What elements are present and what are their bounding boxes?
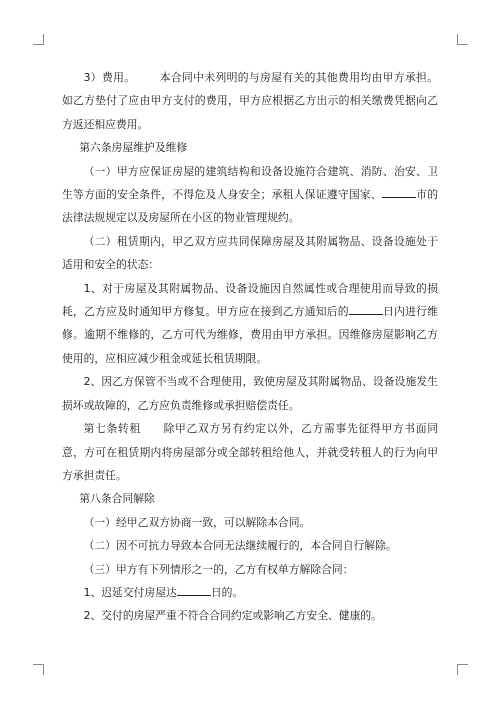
fees-text: 本合同中未列明的与房屋有关的其他费用均由甲方承担。如乙方垫付了应由甲方支付的费用，甲方应根据乙方出示的相关缴费凭据向乙方返还相应费用。: [62, 71, 438, 131]
article-8-clause-2: （二）因不可抗力导致本合同无法继续履行的，本合同自行解除。: [83, 539, 397, 553]
blank-city: [382, 197, 416, 198]
article-6-title: 第六条房屋维护及维修: [79, 141, 188, 155]
article-8-item-1: [62, 581, 438, 604]
article-6-item-1-part-b: 日内进行维修。逾期不维修的，乙方可代为维修，费用由甲方承担。因维修房屋影响乙方使用的，应相应减少租金或延长租赁期限。: [62, 305, 439, 365]
article-6-clause-1: [62, 160, 438, 230]
blank-delay-days: [177, 595, 211, 596]
article-8-item-2: 2、交付的房屋严重不符合合同约定或影响乙方安全、健康的。: [83, 609, 382, 623]
article-6-clause-2: （二）租赁期内，甲乙双方应共同保障房屋及其附属物品、设备设施处于适用和安全的状态：: [62, 234, 438, 272]
article-8-item-1-part-a: 1、迟延交付房屋达: [83, 585, 177, 599]
article-6-clause-1-part-b: 市的法律法规规定以及房屋所在小区的物业管理规约。: [62, 188, 439, 225]
document-body: [62, 66, 438, 628]
corner-mark-top-right: [457, 34, 468, 45]
blank-days: [349, 314, 383, 315]
article-6-item-1-part-a: 1、对于房屋及其附属物品、设备设施因自然属性或合理使用而导致的损耗，乙方应及时通知甲方修复。甲方应在接到乙方通知后的: [62, 281, 438, 319]
article-6-clause-1-part-a: （一）甲方应保证房屋的建筑结构和设备设施符合建筑、消防、治安、卫生等方面的安全条件，不得危及人身安全；承租人保证遵守国家、: [62, 164, 438, 202]
article-8-clause-1: （一）经甲乙双方协商一致，可以解除本合同。: [83, 515, 311, 529]
article-8-title: 第八条合同解除: [79, 492, 155, 506]
fees-lead: 3）费用。: [83, 71, 136, 84]
article-6-item-2: 2、因乙方保管不当或不合理使用，致使房屋及其附属物品、设备设施发生损坏或故障的，乙方应负责维修或承担赔偿责任。: [62, 375, 438, 412]
corner-mark-bottom-right: [457, 664, 468, 675]
article-8-item-1-part-b: 日的。: [210, 585, 244, 599]
article-7-title: 第七条转租: [83, 422, 141, 436]
article-6-item-1: [62, 277, 438, 371]
paragraph-fees: [62, 66, 438, 136]
corner-mark-top-left: [33, 34, 44, 45]
corner-mark-bottom-left: [33, 664, 44, 675]
article-8-clause-3: （三）甲方有下列情形之一的，乙方有权单方解除合同：: [83, 562, 354, 576]
article-7: [62, 417, 438, 487]
article-7-text: 除甲乙双方另有约定以外，乙方需事先征得甲方书面同意，方可在租赁期内将房屋部分或全部转租给他人，并就受转租人的行为向甲方承担责任。: [62, 422, 438, 482]
